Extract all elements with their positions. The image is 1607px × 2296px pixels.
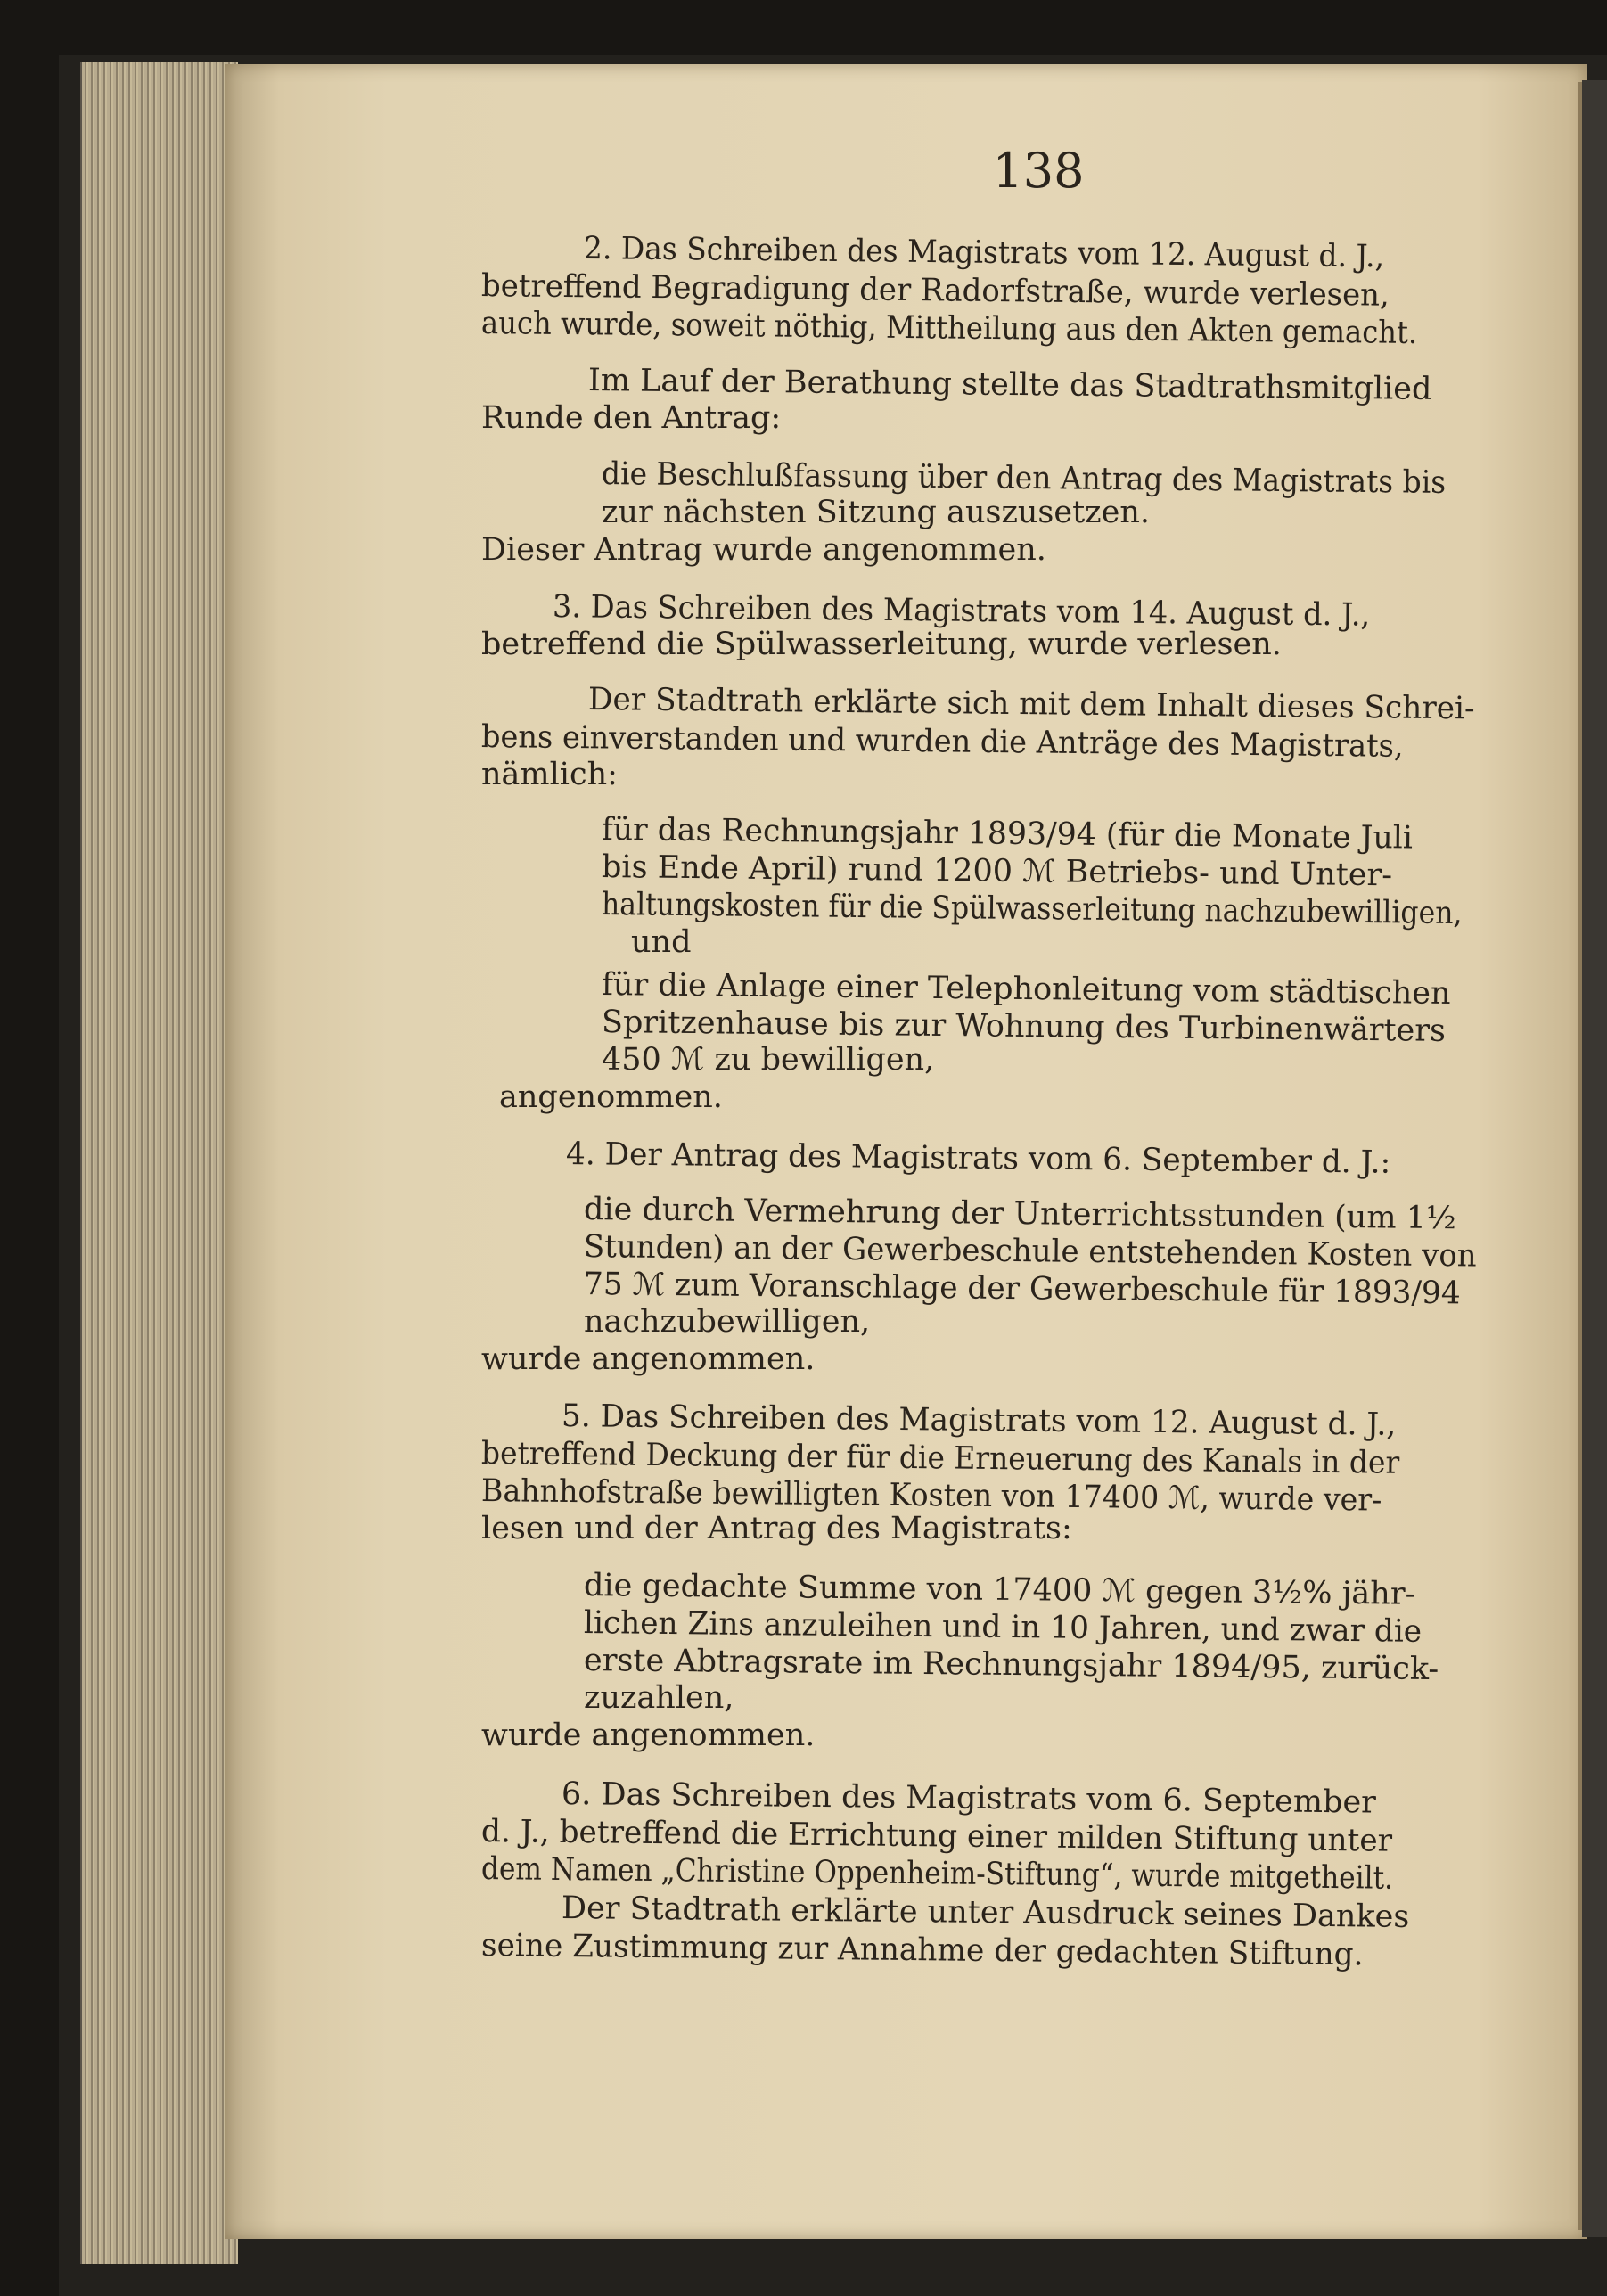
- text-line: angenommen.: [499, 1079, 723, 1115]
- text-line: erste Abtragsrate im Rechnungsjahr 1894/95, zurück-: [583, 1643, 1439, 1688]
- text-line: bis Ende April) rund 1200 ℳ Betriebs- und Unter-: [601, 849, 1393, 894]
- text-line: lesen und der Antrag des Magistrats:: [481, 1511, 1072, 1546]
- text-line: wurde angenommen.: [481, 1718, 816, 1753]
- text-line: betreffend Deckung der für die Erneuerung des Kanals in der: [480, 1436, 1400, 1481]
- text-line: und: [631, 924, 692, 960]
- text-line: Der Stadtrath erklärte unter Ausdruck seines Dankes: [561, 1890, 1410, 1935]
- text-line: seine Zustimmung zur Annahme der gedachten Stiftung.: [480, 1928, 1364, 1973]
- text-line: auch wurde, soweit nöthig, Mittheilung aus den Akten gemacht.: [480, 306, 1418, 351]
- text-line: 450 ℳ zu bewilligen,: [602, 1042, 935, 1078]
- text-line: Stunden) an der Gewerbeschule entstehenden Kosten von: [583, 1229, 1477, 1275]
- text-line: bens einverstanden und wurden die Anträge des Magistrats,: [480, 719, 1404, 765]
- text-line: die Beschlußfassung über den Antrag des Magistrats bis: [601, 456, 1447, 501]
- text-line: Runde den Antrag:: [481, 400, 782, 436]
- text-line: 75 ℳ zum Voranschlage der Gewerbeschule für 1893/94: [583, 1267, 1461, 1312]
- page-number: 138: [992, 143, 1085, 199]
- text-line: die durch Vermehrung der Unterrichtsstunden (um 1½: [583, 1192, 1457, 1237]
- text-line: für die Anlage einer Telephonleitung vom städtischen: [601, 967, 1451, 1012]
- text-line: 4. Der Antrag des Magistrats vom 6. September d. J.:: [565, 1136, 1391, 1181]
- text-line: dem Namen „Christine Oppenheim-Stiftung“, wurde mitgetheilt.: [480, 1851, 1394, 1897]
- text-line: 5. Das Schreiben des Magistrats vom 12. August d. J.,: [561, 1398, 1397, 1443]
- text-line: betreffend Begradigung der Radorfstraße, wurde verlesen,: [480, 268, 1390, 314]
- text-line: 2. Das Schreiben des Magistrats vom 12. August d. J.,: [583, 231, 1385, 275]
- text-line: die gedachte Summe von 17400 ℳ gegen 3½% jähr-: [583, 1568, 1416, 1612]
- page-edges: [80, 62, 238, 2264]
- text-line: lichen Zins anzuleihen und in 10 Jahren, und zwar die: [583, 1605, 1423, 1650]
- text-line: zuzahlen,: [584, 1680, 734, 1716]
- text-line: zur nächsten Sitzung auszusetzen.: [602, 495, 1150, 530]
- text-line: nämlich:: [481, 757, 618, 792]
- text-line: Der Stadtrath erklärte sich mit dem Inhalt dieses Schrei-: [587, 682, 1475, 727]
- text-line: haltungskosten für die Spülwasserleitung nachzubewilligen,: [601, 887, 1463, 932]
- text-line: 6. Das Schreiben des Magistrats vom 6. September: [561, 1776, 1377, 1821]
- text-line: 3. Das Schreiben des Magistrats vom 14. August d. J.,: [552, 589, 1371, 634]
- text-line: nachzubewilligen,: [584, 1304, 871, 1340]
- text-line: wurde angenommen.: [481, 1341, 816, 1377]
- text-line: d. J., betreffend die Errichtung einer milden Stiftung unter: [480, 1814, 1393, 1859]
- text-line: Bahnhofstraße bewilligten Kosten von 17400 ℳ, wurde ver-: [480, 1473, 1382, 1519]
- text-line: Im Lauf der Berathung stellte das Stadtrathsmitglied: [587, 363, 1432, 407]
- right-cover-strip: [1582, 80, 1607, 2237]
- text-line: Dieser Antrag wurde angenommen.: [481, 532, 1046, 568]
- text-line: für das Rechnungsjahr 1893/94 (für die Monate Juli: [601, 812, 1414, 857]
- text-line: betreffend die Spülwasserleitung, wurde verlesen.: [481, 627, 1282, 662]
- text-line: Spritzenhause bis zur Wohnung des Turbinenwärters: [601, 1004, 1447, 1049]
